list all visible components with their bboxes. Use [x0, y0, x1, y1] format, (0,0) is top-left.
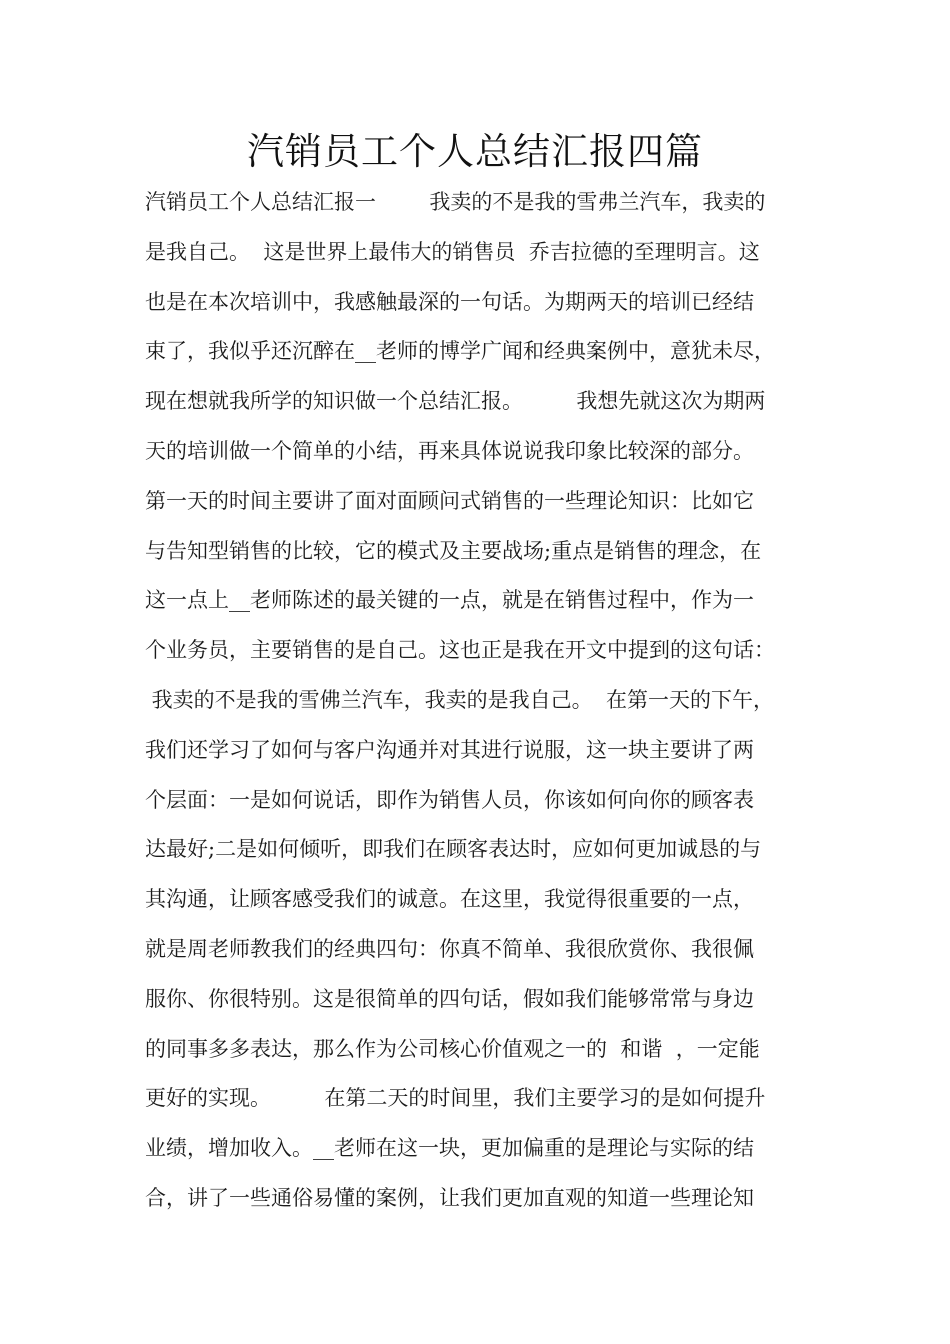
text-line: 第一天的时间主要讲了面对面顾问式销售的一些理论知识：比如它 [145, 488, 754, 513]
text-line: 我们还学习了如何与客户沟通并对其进行说服，这一块主要讲了两 [145, 737, 754, 762]
document-body [145, 178, 825, 1224]
text-line: 其沟通，让顾客感受我们的诚意。在这里，我觉得很重要的一点， [145, 887, 754, 912]
text-line: 束了，我似乎还沉醉在__老师的博学广闻和经典案例中，意犹未尽， [145, 339, 775, 364]
text-line: 的同事多多表达，那么作为公司核心价值观之一的 和谐 ，一定能 [145, 1036, 760, 1061]
text-line: 个业务员，主要销售的是自己。这也正是我在开文中提到的这句话： [145, 638, 775, 663]
document-title: 汽销员工个人总结汇报四篇 [247, 130, 703, 173]
text-line: 服你、你很特别。这是很简单的四句话，假如我们能够常常与身边 [145, 986, 754, 1011]
text-line: 是我自己。 这是世界上最伟大的销售员 乔吉拉德的至理明言。这 [145, 239, 760, 264]
text-line: 业绩，增加收入。__老师在这一块，更加偏重的是理论与实际的结 [145, 1136, 754, 1161]
text-line: 就是周老师教我们的经典四句：你真不简单、我很欣赏你、我很佩 [145, 936, 754, 961]
text-line: 也是在本次培训中，我感触最深的一句话。为期两天的培训已经结 [145, 289, 754, 314]
text-line: 达最好;二是如何倾听，即我们在顾客表达时，应如何更加诚恳的与 [145, 837, 762, 862]
text-line: 这一点上__老师陈述的最关键的一点，就是在销售过程中，作为一 [145, 588, 754, 613]
text-line: 天的培训做一个简单的小结，再来具体说说我印象比较深的部分。 [145, 438, 754, 463]
text-line: 我卖的不是我的雪佛兰汽车，我卖的是我自己。 在第一天的下午， [145, 687, 775, 712]
text-line: 与告知型销售的比较，它的模式及主要战场;重点是销售的理念，在 [145, 538, 762, 563]
text-line: 更好的实现。 在第二天的时间里，我们主要学习的是如何提升 [145, 1086, 766, 1111]
text-line: 个层面：一是如何说话，即作为销售人员，你该如何向你的顾客表 [145, 787, 754, 812]
text-line: 合，讲了一些通俗易懂的案例，让我们更加直观的知道一些理论知 [145, 1185, 754, 1210]
text-line: 现在想就我所学的知识做一个总结汇报。 我想先就这次为期两 [145, 389, 766, 414]
text-line: 汽销员工个人总结汇报一 我卖的不是我的雪弗兰汽车，我卖的 [145, 190, 766, 214]
